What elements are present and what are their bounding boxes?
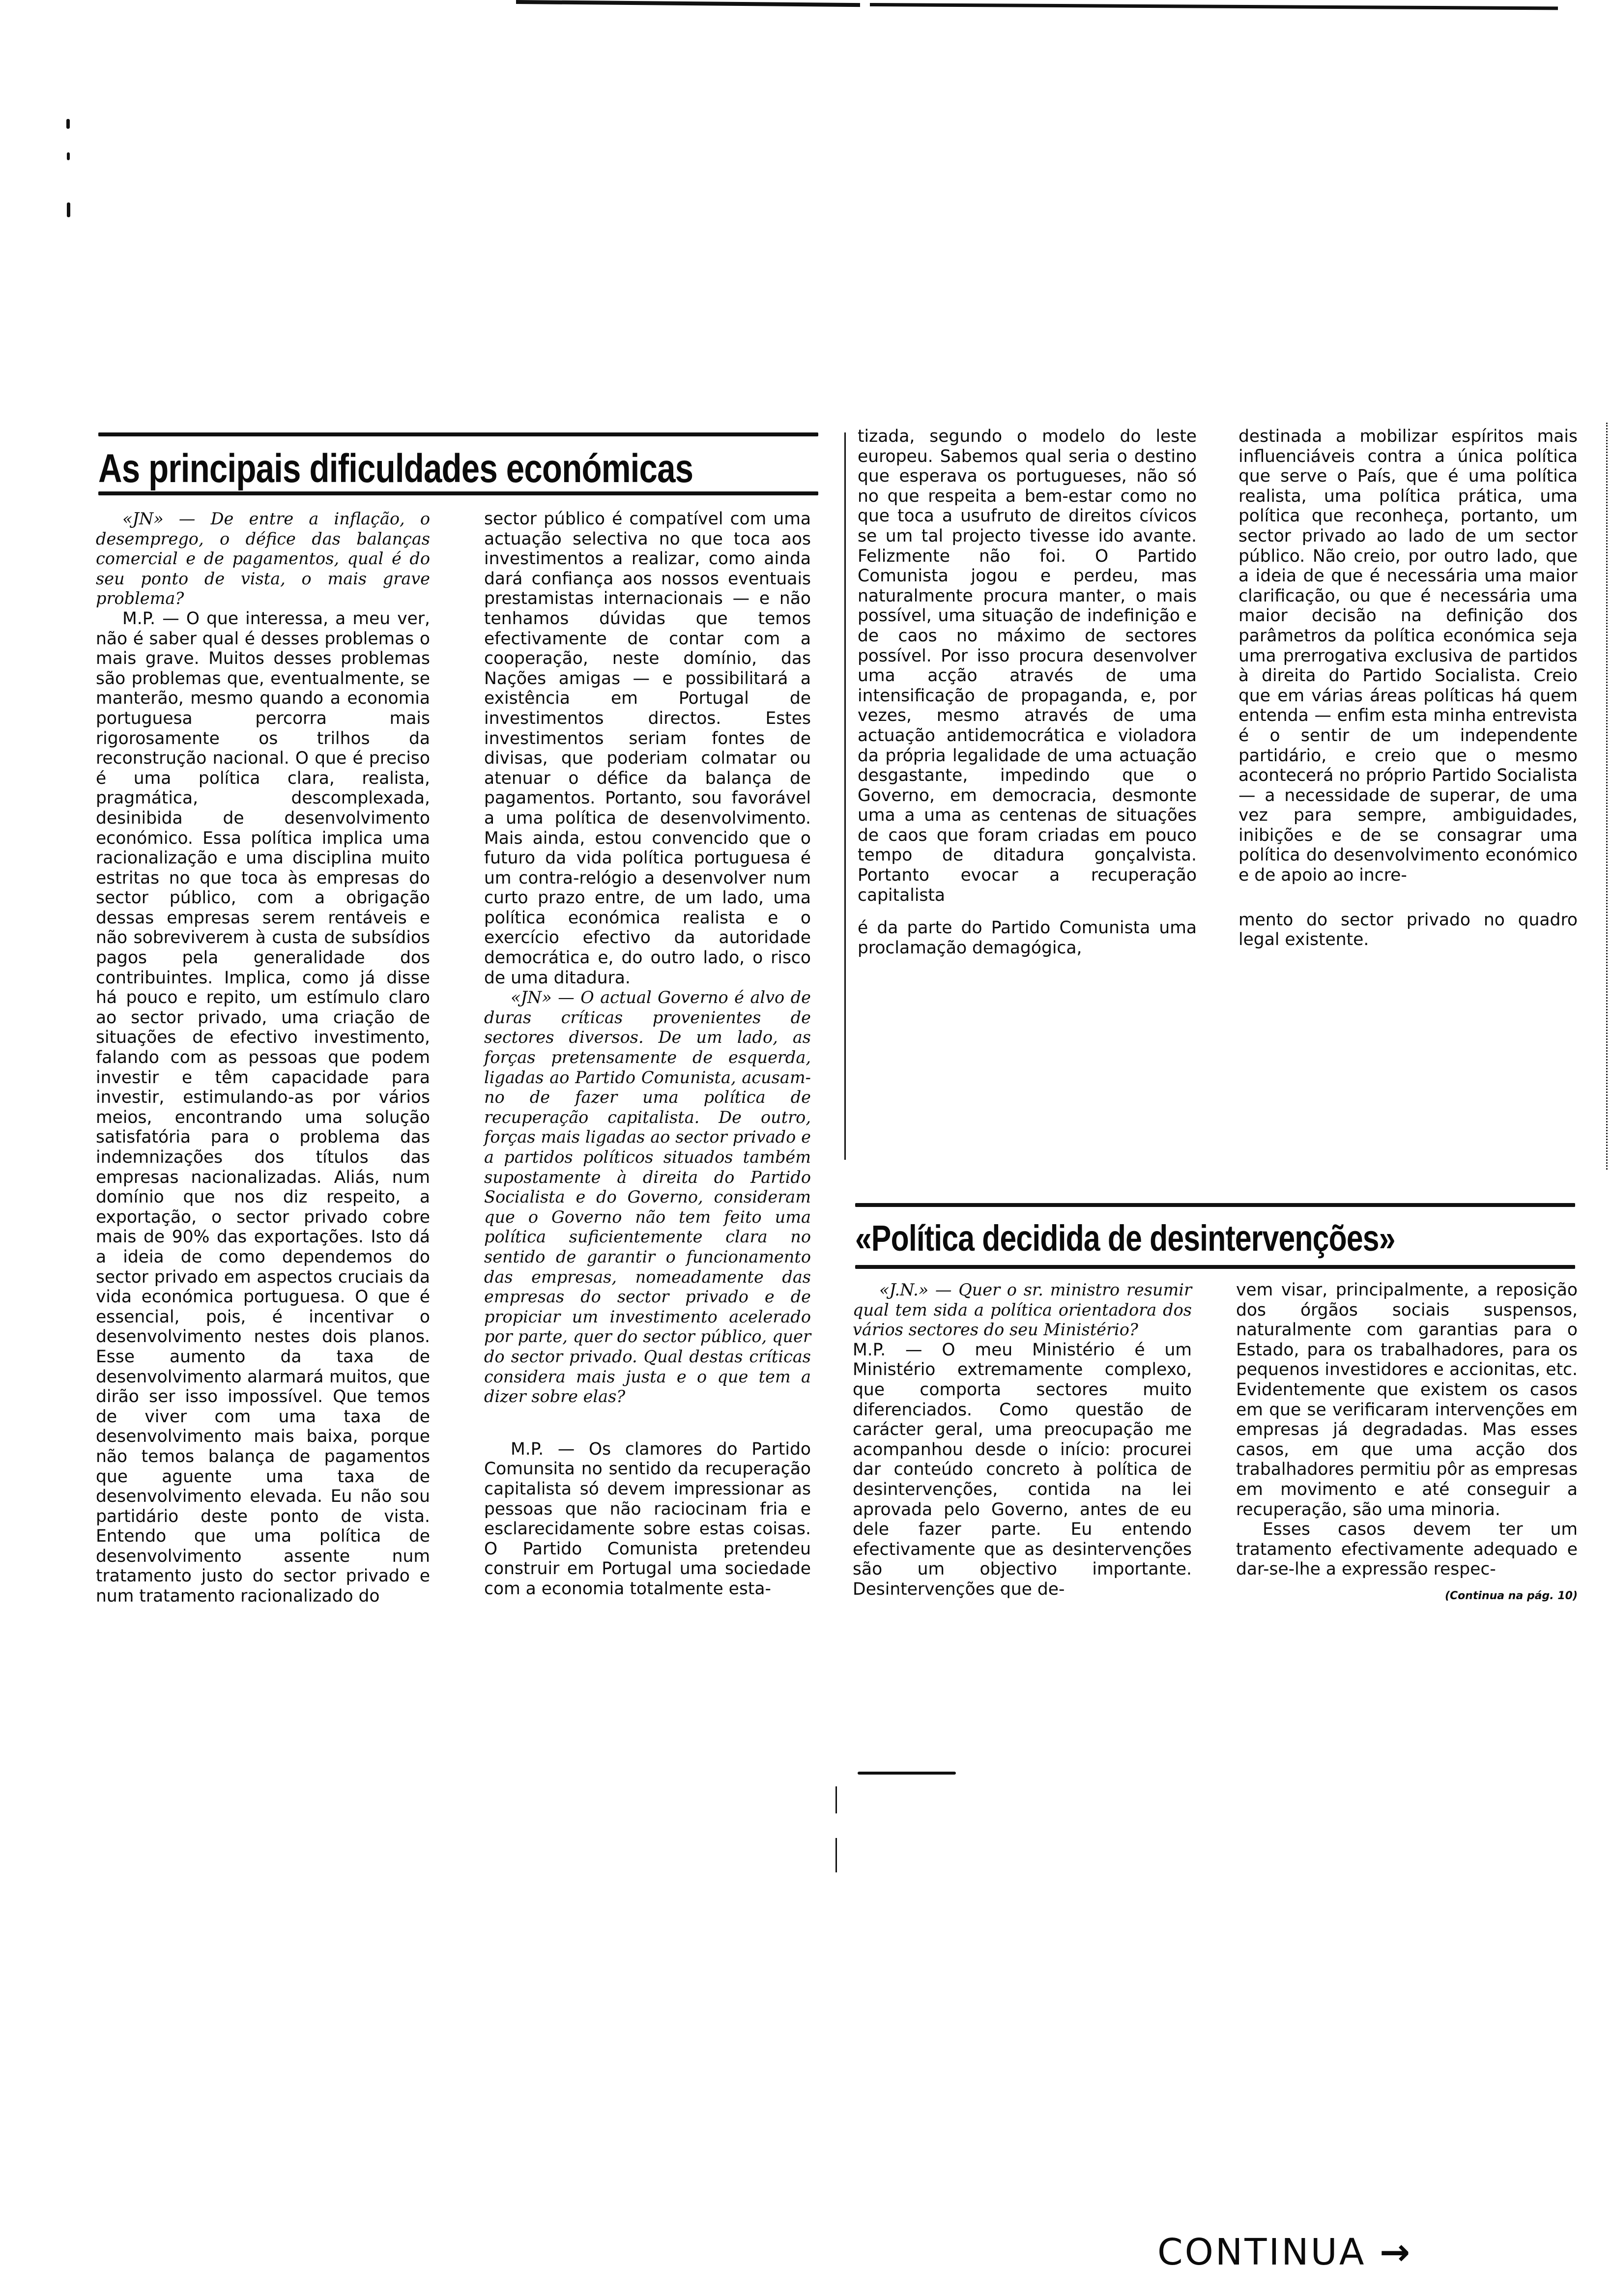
end-rule [858,1772,956,1775]
answer-continuation: vem visar, principalmente, a reposição dos órgãos sociais suspensos, naturalmente com garantias para o Estado, para os trabalhadores, para os pequenos investidores e accionitas, etc. Evidentemente que existem os casos em que se verificaram intervenções em empresas já degradadas. Mas esses casos, em que uma acção dos trabalhadores permitiu pôr as empresas em movimento e até conseguir a recuperação, são uma minoria. [1236,1280,1578,1520]
article-column-1 [96,509,430,1607]
page-top-edge [516,0,1587,8]
interview-question: «JN» — O actual Governo é alvo de duras críticas provenientes de sectores diversos. De um lado, as forças pretensamente de esquerda, ligadas ao Partido Comunista, acusam-no de fazer uma política de recuperação capitalista. De outro, forças mais ligadas ao sector privado e a partidos políticos situados também supostamente à direita do Partido Socialista e do Governo, consideram que o Governo não tem feito uma política suficientemente clara no sentido de garantir o funcionamento das empresas, nomeadamente das empresas do sector privado e de propiciar um investimento acelerado por parte, quer do sector público, quer do sector privado. Qual destas críticas considera mais justa e o que tem a dizer sobre elas? [484,988,811,1406]
column-divider [835,1786,837,1813]
headline-rule-top [855,1203,1575,1207]
headline-rule-bottom [98,491,818,495]
article-column-4 [1238,427,1578,950]
column-divider [835,1838,837,1872]
article-headline: «Política decidida de desintervenções» [855,1218,1395,1259]
continua-label: CONTINUA [1157,2231,1366,2273]
interview-question: «JN» — De entre a inflação, o desemprego, o défice das balanças comercial e de pagamentos, qual é do seu ponto de vista, o mais grave problema? [96,509,430,608]
interview-answer: M.P. — O meu Ministério é um Ministério extremamente complexo, que comporta sectores muito diferenciados. Como questão de carácter geral, uma preocupação me acompanhou desde o início: procurei dar conteúdo concreto à política de desintervenções, contida na lei aprovada pelo Governo, antes de eu dele fazer parte. Eu entendo efectivamente que as desintervenções são um objectivo importante. Desintervenções que de- [853,1340,1192,1599]
interview-question: «J.N.» — Quer o sr. ministro resumir qual tem sida a política orientadora dos vários sectores do seu Ministério? [853,1280,1192,1340]
page-right-edge [1606,423,1608,1170]
article-column-1 [853,1280,1192,1600]
margin-mark [66,119,70,129]
article-column-2 [1236,1280,1578,1607]
article-headline: As principais dificuldades económicas [98,446,693,491]
answer-continuation: tizada, segundo o modelo do leste europeu. Sabemos qual seria o destino que esperava os portugueses, não só no que respeita a bem-estar como no que toca a usufruto de direitos cívicos se um tal projecto tivesse ido avante. Felizmente não foi. O Partido Comunista jogou e perdeu, mas naturalmente procura manter, o mais possível, uma situação de indefinição e de caos no máximo de sectores possível. Por isso procura desenvolver uma acção através de uma intensificação de propaganda, e, por vezes, mesmo através de uma actuação antidemocrática e violadora da própria legalidade de uma actuação desgastante, impedindo que o Governo, em democracia, desmonte uma a uma as centenas de situações de caos que foram criadas em pouco tempo de ditadura gonçalvista. Portanto evocar a recuperação capitalista [858,427,1197,905]
continua-footer [1157,2231,1412,2273]
interview-answer: M.P. — Os clamores do Partido Comunsita no sentido da recuperação capitalista só devem impressionar as pessoas que não raciocinam fria e esclarecidamente sobre estas coisas. O Partido Comunista pretendeu construir em Portugal uma sociedade com a economia totalmente esta- [484,1439,811,1599]
article-column-2 [484,509,811,1599]
margin-mark [67,202,70,217]
margin-mark [67,152,70,160]
answer-continuation: sector público é compatível com uma actuação selectiva no que toca aos investimentos a realizar, como ainda dará confiança aos nossos eventuais prestamistas internacionais — e não tenhamos dúvidas que temos efectivamente de contar com a cooperação, neste domínio, das Nações amigas — e possibilitará a existência em Portugal de investimentos directos. Estes investimentos seriam fontes de divisas, que poderiam colmatar ou atenuar o défice da balança de pagamentos. Portanto, sou favorável a uma política de desenvolvimento. Mais ainda, estou convencido que o futuro da vida política portuguesa é um contra-relógio a desenvolver num curto prazo entre, de um lado, uma política económica realista e o exercício efectivo da autoridade democrática e, do outro lado, o risco de uma ditadura. [484,509,811,988]
arrow-right-icon: → [1379,2231,1412,2273]
answer-continuation: mento do sector privado no quadro legal existente. [1238,910,1578,950]
answer-continuation: destinada a mobilizar espíritos mais influenciáveis contra a única política que serve o País, que é uma política realista, uma política prática, uma política que reconheça, portanto, um sector privado ao lado de um sector público. Não creio, por outro lado, que a ideia de que é necessária uma maior clarificação, ou que é necessária uma maior decisão na definição dos parâmetros da política económica seja uma prerrogativa exclusiva de partidos à direita do Partido Socialista. Creio que em várias áreas políticas há quem entenda — enfim esta minha entrevista é o sentir de um independente partidário, e creio que o mesmo acontecerá no próprio Partido Socialista — a necessidade de superar, de uma vez para sempre, ambiguidades, inibições e de se consagrar uma política do desenvolvimento económico e de apoio ao incre- [1238,427,1578,886]
interview-answer: M.P. — O que interessa, a meu ver, não é saber qual é desses problemas o mais grave. Muitos desses problemas são problemas que, eventualmente, se manterão, mesmo quando a economia portuguesa percorra mais rigorosamente os trilhos da reconstrução nacional. O que é preciso é uma política clara, realista, pragmática, descomplexada, desinibida de desenvolvimento económico. Essa política implica uma racionalização e uma disciplina muito estritas no que toca às empresas do sector público, com a obrigação dessas empresas serem rentáveis e não sobreviverem à custa de subsídios pagos pela generalidade dos contribuintes. Implica, como já disse há pouco e repito, um estímulo claro ao sector privado, uma criação de situações de efectivo investimento, falando com as pessoas que podem investir e têm capacidade para investir, estimulando-as por vários meios, encontrando uma solução satisfatória para o problema das indemnizações dos títulos das empresas nacionalizadas. Aliás, num domínio que nos diz respeito, a exportação, o sector privado cobre mais de 90% das exportações. Isto dá a ideia de como dependemos do sector privado em aspectos cruciais da vida económica portuguesa. O que é essencial, pois, é incentivar o desenvolvimento nestes dois planos. Esse aumento da taxa de desenvolvimento alarmará muitos, que dirão ser isso impossível. Que temos de viver com uma taxa de desenvolvimento mais baixa, porque não temos balança de pagamentos que aguente uma taxa de desenvolvimento elevada. Eu não sou partidário deste ponto de vista. Entendo que uma política de desenvolvimento assente num tratamento justo do sector privado e num tratamento racionalizado do [96,608,430,1607]
answer-continuation: é da parte do Partido Comunista uma proclamação demagógica, [858,918,1197,958]
headline-rule-bottom [855,1265,1575,1269]
continued-on-page-note: (Continua na pág. 10) [1444,1589,1578,1602]
article-column-3 [858,427,1197,958]
headline-rule-top [98,432,818,436]
column-divider [844,432,846,1160]
answer-continuation: Esses casos devem ter um tratamento efectivamente adequado e dar-se-lhe a expressão respec- [1236,1520,1578,1579]
